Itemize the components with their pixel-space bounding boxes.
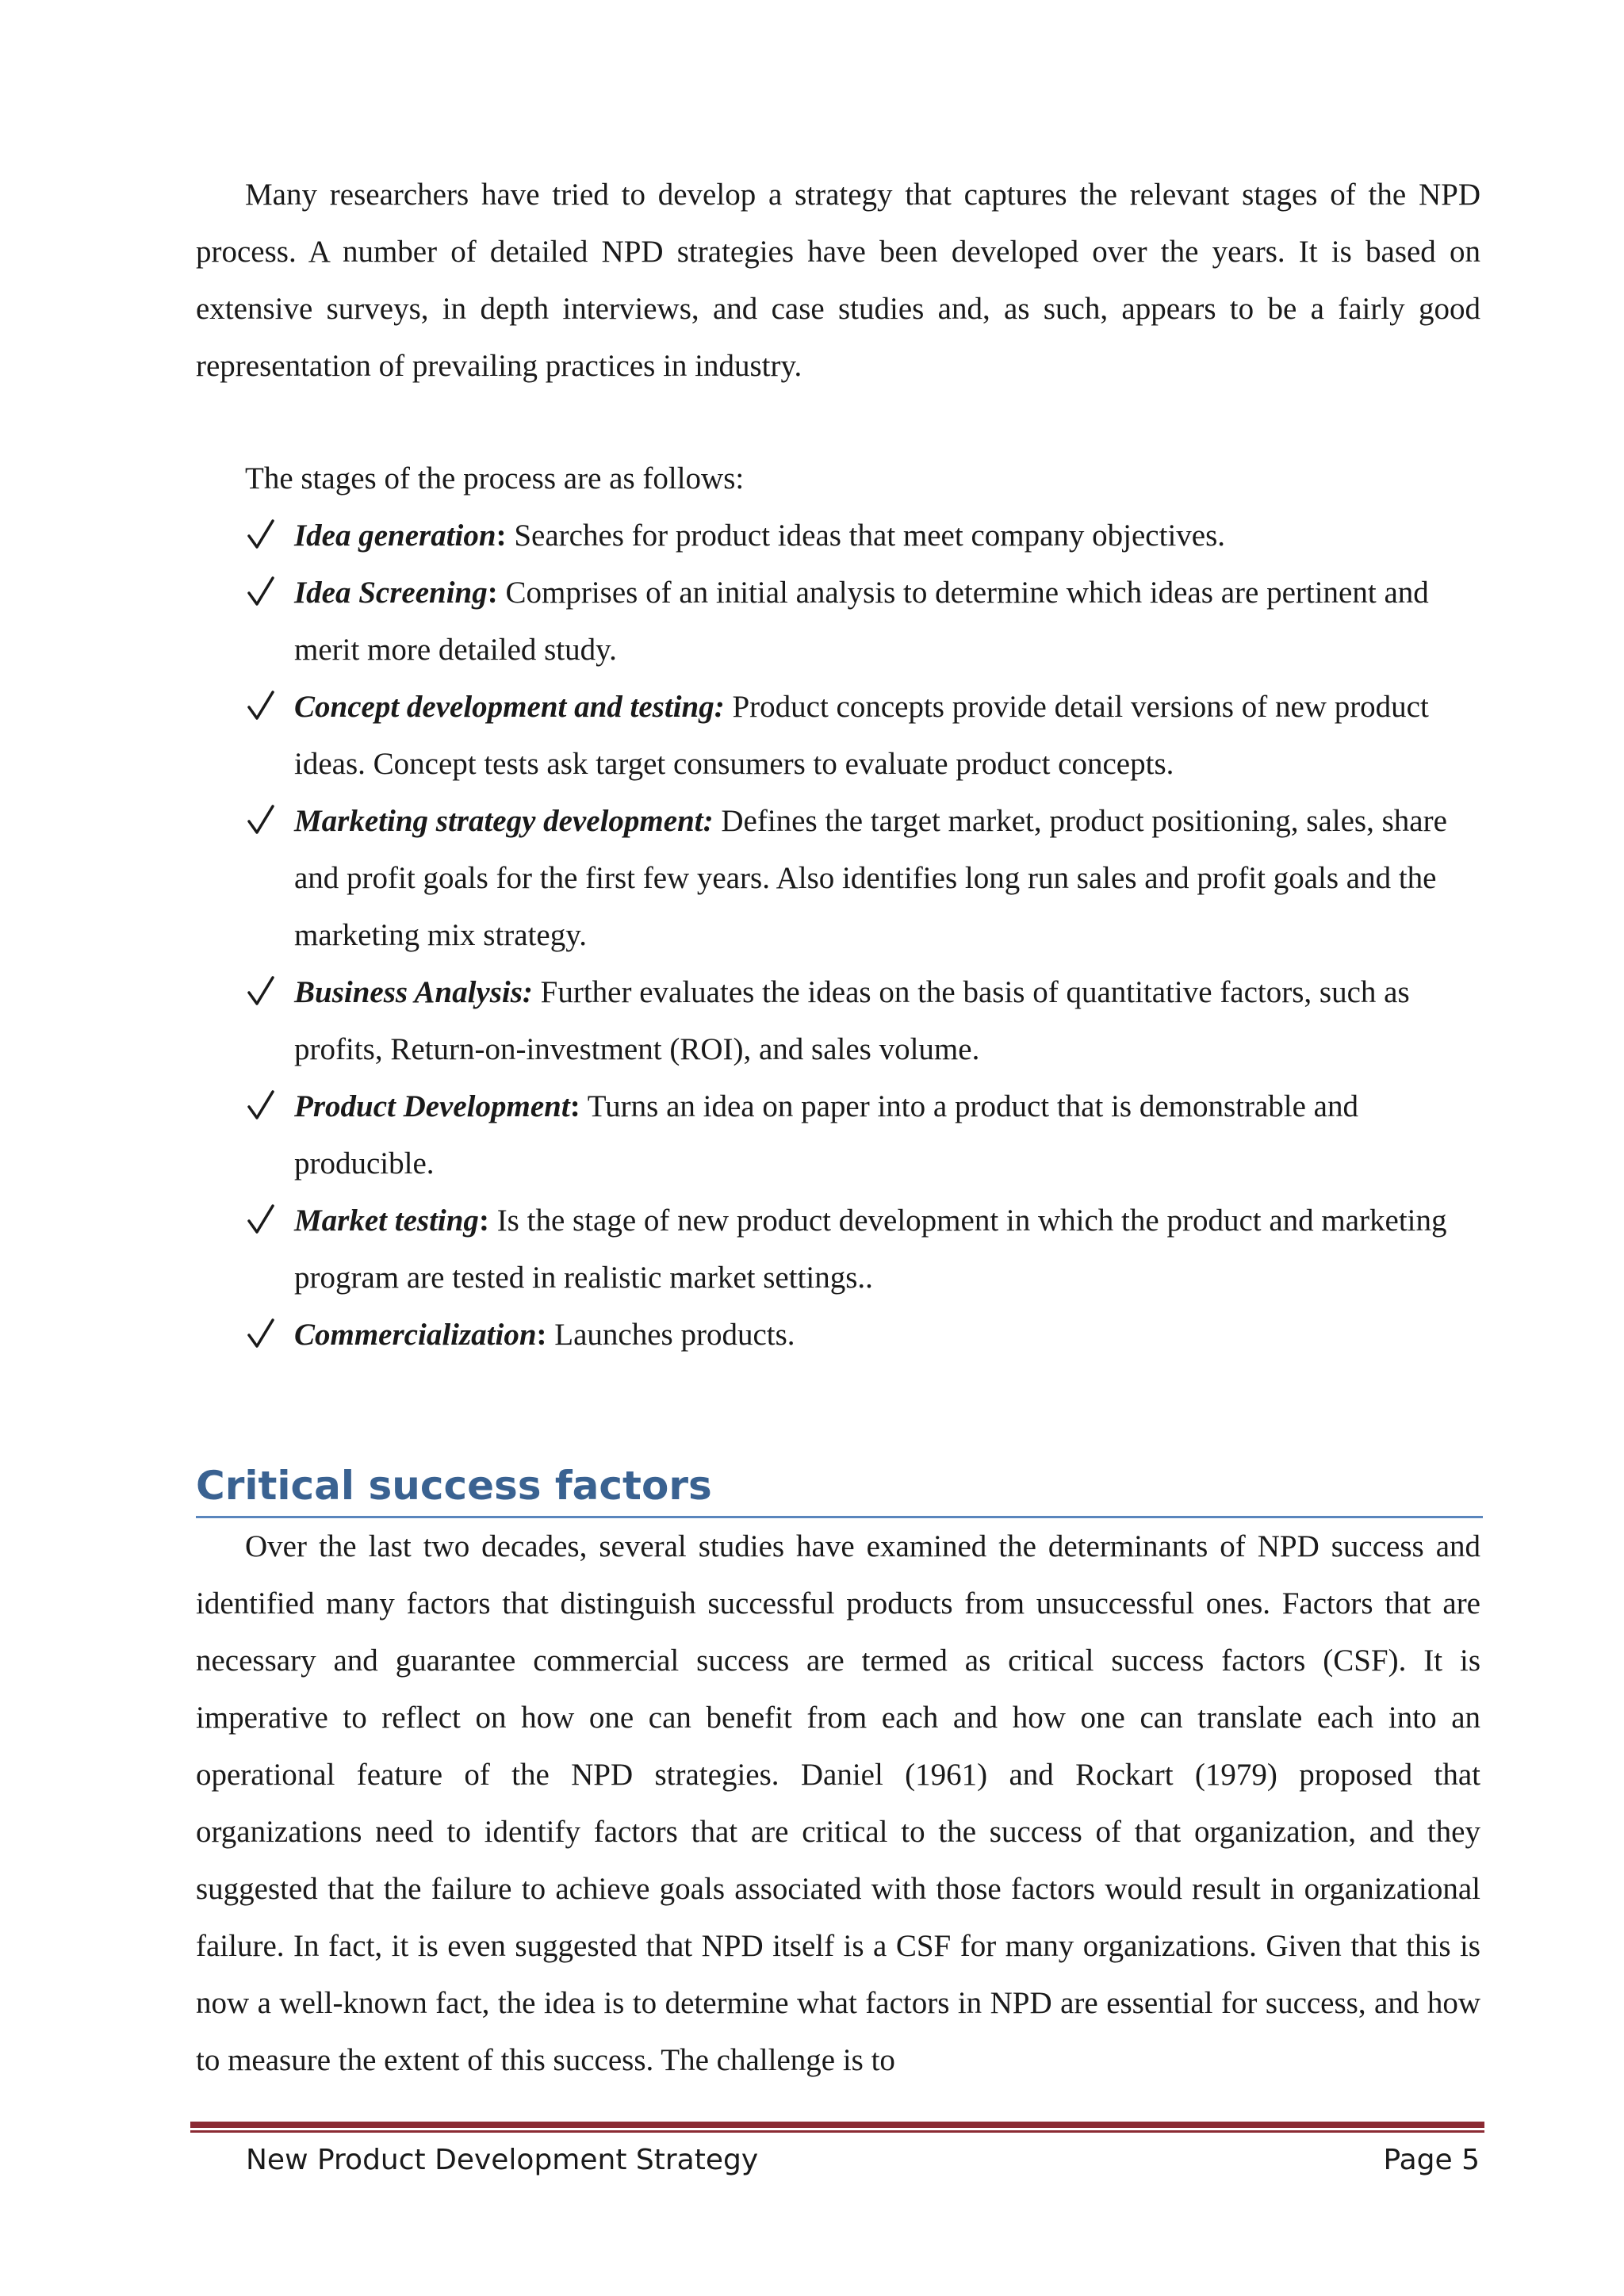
stage-description: Further evaluates the ideas on the basis of quantitative factors, such as profits, Return-on-investment (ROI), and sales volume. xyxy=(294,975,1410,1066)
check-icon xyxy=(245,564,277,622)
check-icon xyxy=(245,964,277,1021)
check-icon xyxy=(245,679,277,736)
section-heading: Critical success factors xyxy=(196,1457,1483,1518)
list-item xyxy=(196,679,1480,793)
stage-separator: : xyxy=(478,1203,489,1238)
stage-description: Product concepts provide detail versions of new product ideas. Concept tests ask target consumers to evaluate product concepts. xyxy=(294,690,1429,781)
list-item xyxy=(196,507,1480,564)
stage-separator: : xyxy=(569,1089,580,1123)
list-item xyxy=(196,793,1480,964)
stage-description: Launches products. xyxy=(546,1318,795,1352)
check-icon xyxy=(245,1078,277,1135)
check-icon xyxy=(245,1192,277,1249)
footer-title: New Product Development Strategy xyxy=(246,2144,759,2176)
stage-separator: : xyxy=(487,576,498,610)
stage-name: Idea generation xyxy=(294,519,496,553)
stage-description: Turns an idea on paper into a product that is demonstrable and producible. xyxy=(294,1089,1358,1181)
stage-name: Concept development and testing: xyxy=(294,690,725,724)
stage-name: Business Analysis: xyxy=(294,975,533,1009)
footer-rule-thin xyxy=(190,2130,1484,2133)
stage-list xyxy=(196,507,1480,1364)
stage-name: Idea Screening xyxy=(294,576,488,610)
footer-rule xyxy=(190,2122,1484,2128)
stage-description: Comprises of an initial analysis to determine which ideas are pertinent and merit more detailed study. xyxy=(294,576,1429,667)
stage-description: Defines the target market, product positioning, sales, share and profit goals for the first few years. Also identifies long run sales and profit goals and the marketing mix strategy. xyxy=(294,804,1447,952)
stage-name: Market testing xyxy=(294,1203,479,1238)
list-item xyxy=(196,1307,1480,1364)
stage-name: Commercialization xyxy=(294,1318,537,1352)
stage-name: Marketing strategy development: xyxy=(294,804,714,838)
stages-intro: The stages of the process are as follows: xyxy=(245,461,745,496)
list-item xyxy=(196,1078,1480,1192)
page-number: Page 5 xyxy=(1383,2144,1480,2176)
section-paragraph: Over the last two decades, several studies have examined the determinants of NPD success and identified many factors that distinguish successful products from unsuccessful ones. Factors that are necessary and guarantee commercial success are termed as critical success factors (CSF). It is imperative to reflect on how one can benefit from each and how one can translate each into an operational feature of the NPD strategies. Daniel (1961) and Rockart (1979) proposed that organizations need to identify factors that are critical to the success of that organization, and they suggested that the failure to achieve goals associated with those factors would result in organizational failure. In fact, it is even suggested that NPD itself is a CSF for many organizations. Given that this is now a well-known fact, the idea is to determine what factors in NPD are essential for success, and how to measure the extent of this success. The challenge is to xyxy=(196,1529,1480,2077)
stage-description: Is the stage of new product development in which the product and marketing program are tested in realistic market settings.. xyxy=(294,1203,1447,1295)
stage-name: Product Development xyxy=(294,1089,570,1123)
check-icon xyxy=(245,1307,277,1364)
stage-separator: : xyxy=(536,1318,547,1352)
list-item xyxy=(196,1192,1480,1307)
page-footer xyxy=(246,2137,1480,2184)
check-icon xyxy=(245,507,277,564)
page-content xyxy=(196,166,1480,2089)
list-item xyxy=(196,564,1480,679)
stage-description: Searches for product ideas that meet company objectives. xyxy=(506,519,1226,553)
check-icon xyxy=(245,793,277,850)
stage-separator: : xyxy=(496,519,507,553)
list-item xyxy=(196,964,1480,1078)
intro-paragraph: Many researchers have tried to develop a strategy that captures the relevant stages of the NPD process. A number of detailed NPD strategies have been developed over the years. It is based on extensive surveys, in depth interviews, and case studies and, as such, appears to be a fairly good representation of prevailing practices in industry. xyxy=(196,178,1480,383)
